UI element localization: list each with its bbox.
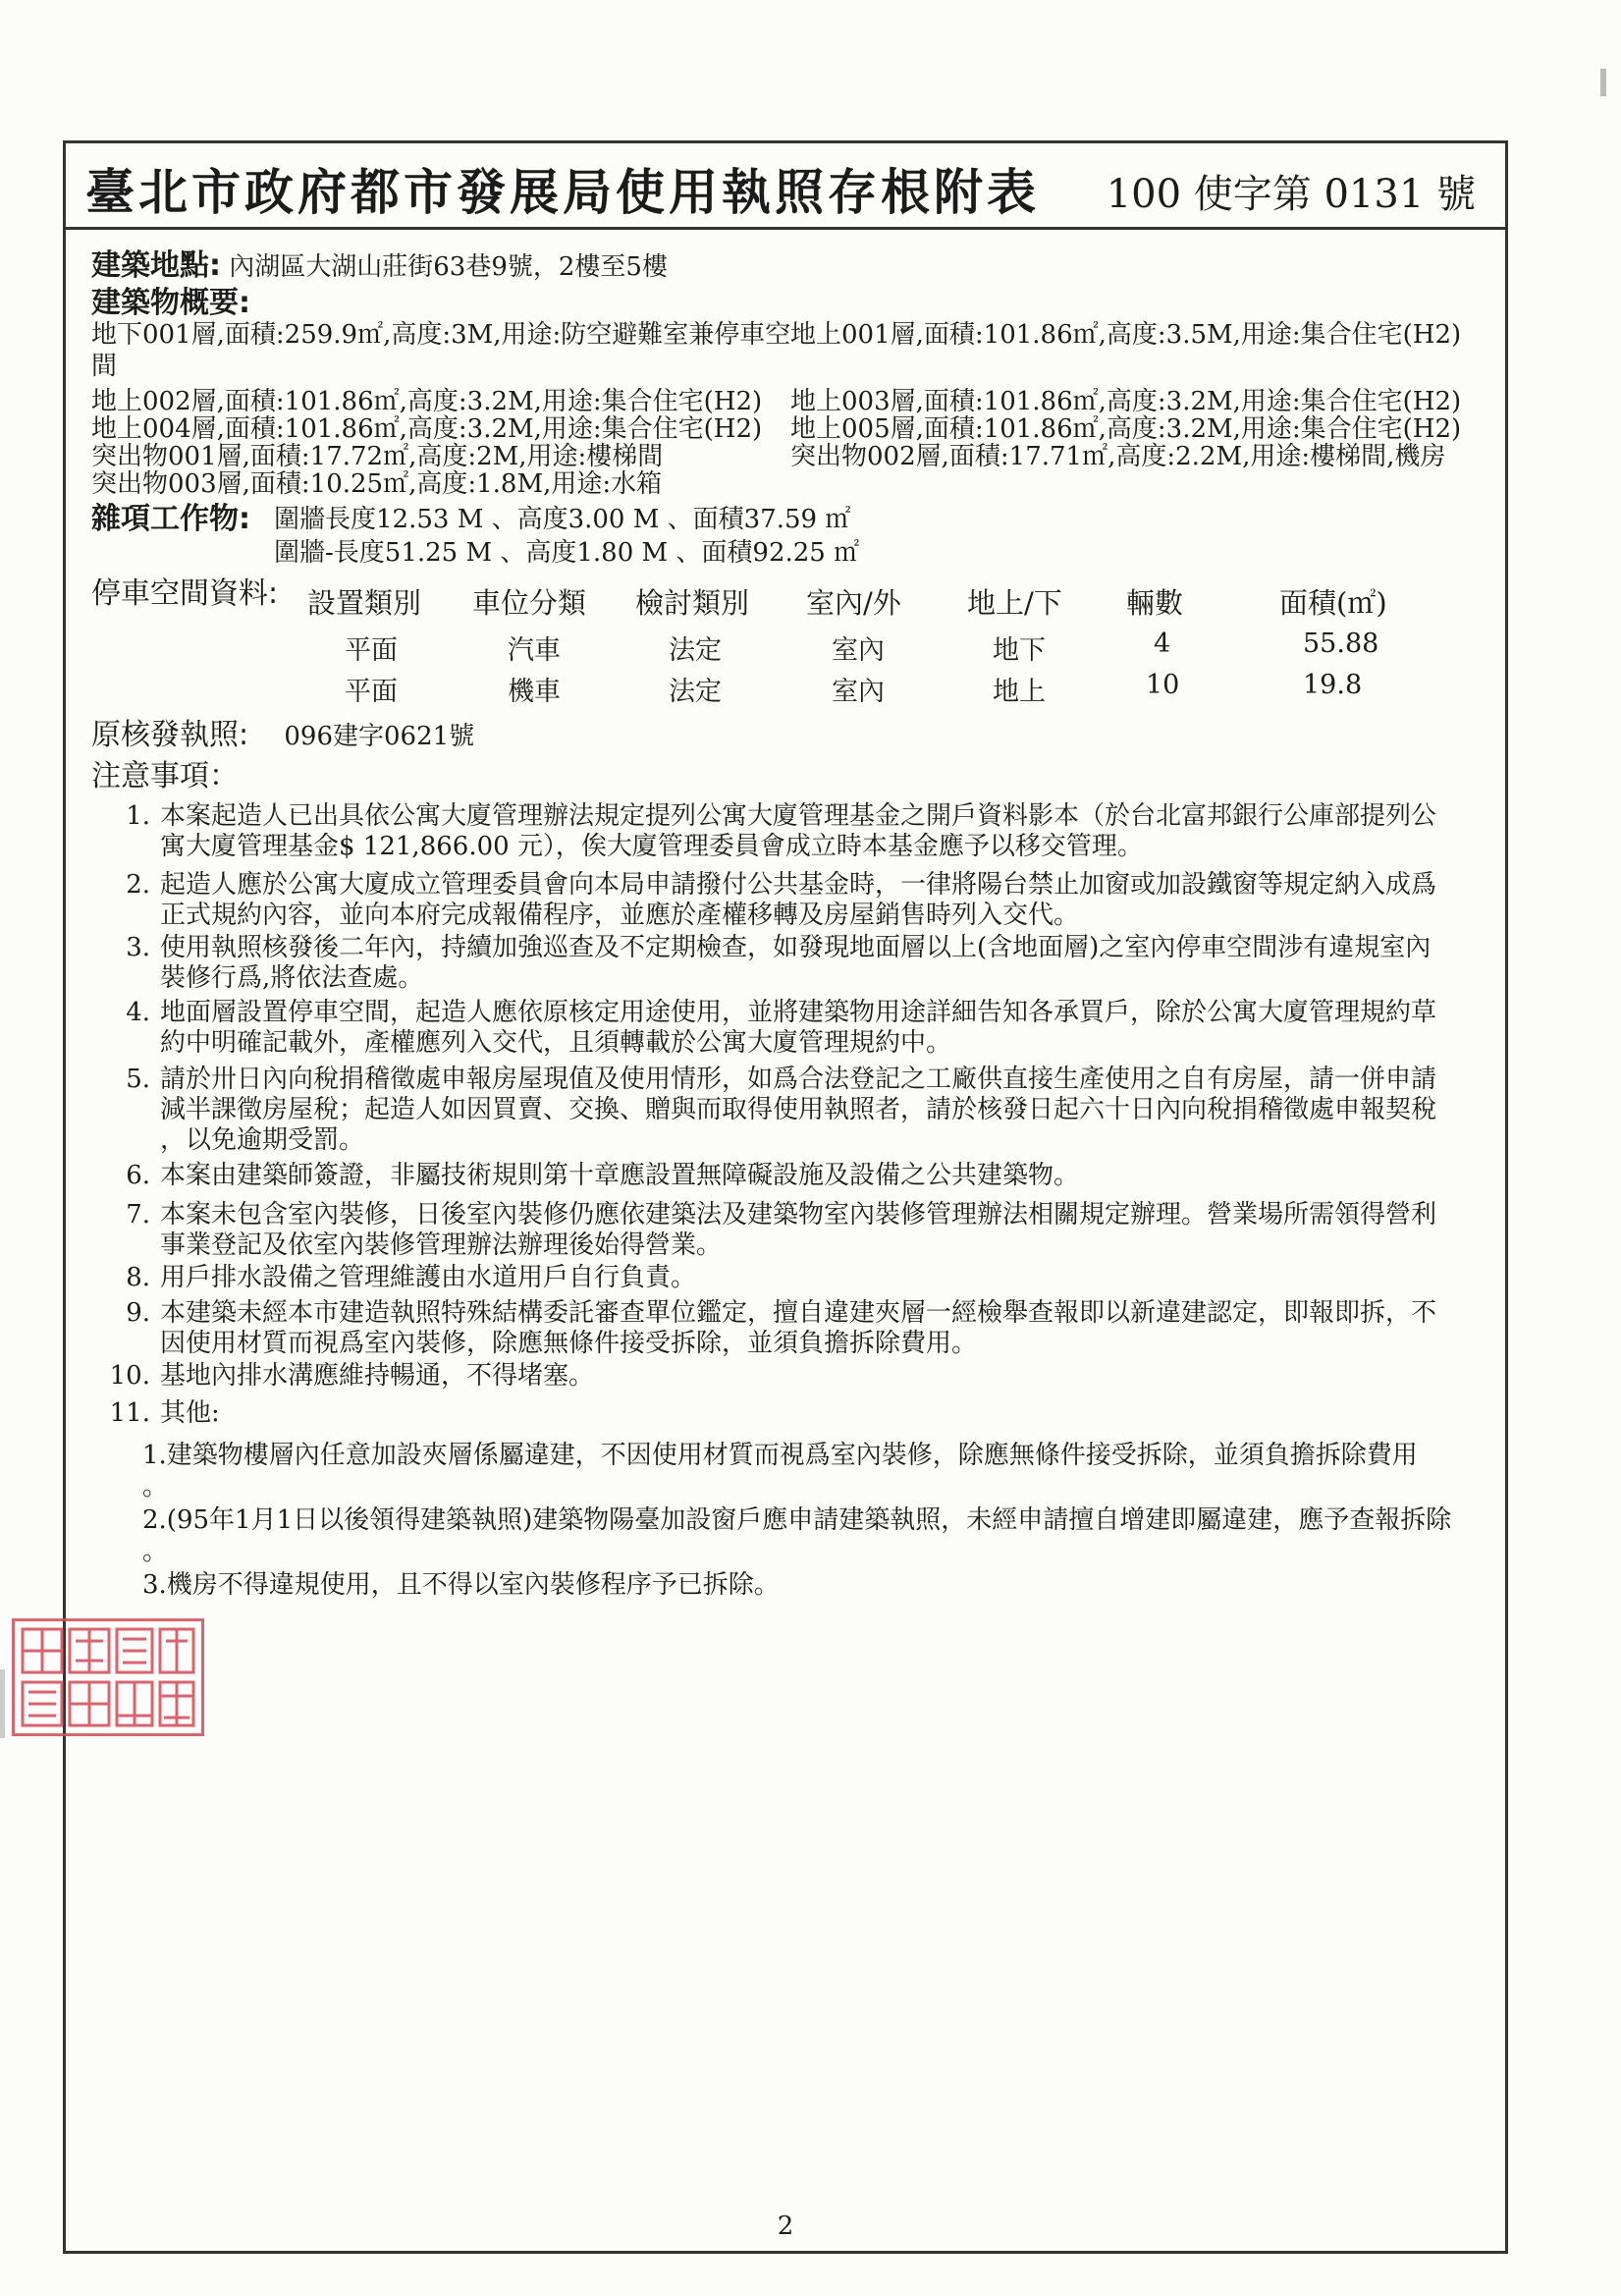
original-permit-row [91, 718, 475, 752]
parking-cell: 地下 [993, 635, 1046, 666]
site-label: 建築地點: [91, 248, 221, 283]
original-permit-value: 096建字0621號 [284, 722, 475, 751]
note-text: 基地內排水溝應維持暢通，不得堵塞。 [160, 1361, 595, 1391]
note-text: 地面層設置停車空間，起造人應依原核定用途使用，並將建築物用途詳細告知各承買戶，除於公寓大廈管理規約草 約中明確記載外，產權應列入交代，且須轉載於公寓大廈管理規約中。 [160, 998, 1437, 1058]
scan-mark [0, 1669, 5, 1738]
parking-header-cell: 面積(㎡) [1279, 586, 1387, 620]
note-number: 1. [126, 801, 150, 831]
note-number: 3. [126, 933, 150, 962]
note-number: 10. [109, 1361, 150, 1391]
form-frame [63, 140, 1508, 2254]
note-text: 本案起造人已出具依公寓大廈管理辦法規定提列公寓大廈管理基金之開戶資料影本（於台北富邦銀行公庫部提列公 寓大廈管理基金$ 121,866.00 元），俟大廈管理委員會成立時本基金應予以移交管理。 [160, 801, 1437, 861]
parking-cell: 19.8 [1303, 670, 1363, 700]
note-text: 其他: [160, 1398, 220, 1428]
form-title: 臺北市政府都市發展局使用執照存根附表 [85, 163, 1040, 221]
parking-cell: 汽車 [508, 635, 561, 666]
parking-cell: 10 [1146, 670, 1180, 700]
note-text: 請於卅日內向稅捐稽徵處申報房屋現值及使用情形，如爲合法登記之工廠供直接生產使用之自有房屋，請一併申請 減半課徵房屋稅；起造人如因買賣、交換、贈與而取得使用執照者，請於核發日起六十日內向稅捐稽徵處申報契稅 ，以免逾期受罰。 [160, 1065, 1437, 1155]
note-text: 起造人應於公寓大廈成立管理委員會向本局申請撥付公共基金時，一律將陽台禁止加窗或加設鐵窗等規定納入成爲 正式規約內容，並向本府完成報備程序，並應於產權移轉及房屋銷售時列入交代。 [160, 870, 1437, 930]
misc-label: 雜項工作物: [91, 502, 250, 536]
parking-cell: 法定 [669, 635, 722, 666]
site-row [91, 248, 668, 283]
note-11-sub-3: 3.機房不得違規使用，且不得以室內裝修程序予已拆除。 [142, 1570, 780, 1600]
parking-cell: 機車 [508, 677, 561, 707]
parking-cell: 4 [1154, 629, 1171, 659]
note-number: 8. [126, 1263, 150, 1292]
note-number: 2. [126, 870, 150, 900]
note-text: 本建築未經本市建造執照特殊結構委託審查單位鑑定，擅自違建夾層一經檢舉查報即以新違建認定，即報即拆，不 因使用材質而視爲室內裝修，除應無條件接受拆除，並須負擔拆除費用。 [160, 1298, 1437, 1358]
floor-right-3: 地上005層,面積:101.86㎡,高度:3.2M,用途:集合住宅(H2) [790, 414, 1462, 444]
page-number: 2 [777, 2212, 794, 2241]
parking-cell: 平面 [345, 635, 398, 666]
original-permit-label: 原核發執照: [91, 718, 249, 752]
floor-left-4: 地上004層,面積:101.86㎡,高度:3.2M,用途:集合住宅(H2) [91, 414, 763, 444]
misc-item-2: 圍牆-長度51.25 M 、高度1.80 M 、面積92.25 ㎡ [274, 538, 860, 568]
parking-cell: 地上 [993, 677, 1046, 707]
seal-glyphs [15, 1621, 201, 1733]
floor-left-6: 突出物003層,面積:10.25㎡,高度:1.8M,用途:水箱 [91, 469, 663, 499]
note-text: 本案由建築師簽證，非屬技術規則第十章應設置無障礙設施及設備之公共建築物。 [160, 1161, 1080, 1190]
floor-left-1: 地下001層,面積:259.9㎡,高度:3M,用途:防空避難室兼停車空 [91, 320, 791, 350]
parking-header-cell: 設置類別 [307, 586, 422, 620]
floor-left-3: 地上002層,面積:101.86㎡,高度:3.2M,用途:集合住宅(H2) [91, 387, 763, 416]
form-header [66, 143, 1505, 230]
parking-label: 停車空間資料: [91, 576, 279, 611]
note-number: 5. [126, 1065, 150, 1094]
summary-label: 建築物概要: [91, 286, 250, 320]
scan-mark [1600, 69, 1606, 96]
floor-left-2: 間 [91, 352, 118, 381]
parking-header-cell: 檢討類別 [635, 586, 750, 620]
note-number: 4. [126, 998, 150, 1027]
parking-header-cell: 輛數 [1126, 586, 1184, 620]
note-number: 6. [126, 1161, 150, 1190]
floor-right-1: 地上001層,面積:101.86㎡,高度:3.5M,用途:集合住宅(H2) [790, 320, 1462, 350]
site-value: 內湖區大湖山莊街63巷9號，2樓至5樓 [229, 252, 668, 282]
parking-cell: 平面 [345, 677, 398, 707]
note-11-sub-1: 1.建築物樓層內任意加設夾層係屬違建，不因使用材質而視爲室內裝修，除應無條件接受拆除，並須負擔拆除費用 。 [142, 1441, 1418, 1502]
parking-header-cell: 車位分類 [472, 586, 587, 620]
note-text: 本案未包含室內裝修，日後室內裝修仍應依建築法及建築物室內裝修管理辦法相關規定辦理。營業場所需領得營利 事業登記及依室內裝修管理辦法辦理後始得營業。 [160, 1200, 1437, 1260]
floor-right-4: 突出物002層,面積:17.71㎡,高度:2.2M,用途:樓梯間,機房 [790, 442, 1446, 471]
floor-right-2: 地上003層,面積:101.86㎡,高度:3.2M,用途:集合住宅(H2) [790, 387, 1462, 416]
parking-cell: 法定 [669, 677, 722, 707]
parking-header-cell: 室內/外 [806, 586, 901, 620]
note-text: 用戶排水設備之管理維護由水道用戶自行負責。 [160, 1263, 697, 1292]
notes-label: 注意事項： [91, 759, 239, 793]
official-seal [12, 1618, 204, 1736]
parking-cell: 室內 [832, 677, 885, 707]
parking-header-cell: 地上/下 [967, 586, 1062, 620]
note-number: 9. [126, 1298, 150, 1328]
note-text: 使用執照核發後二年內，持續加強巡查及不定期檢查，如發現地面層以上(含地面層)之室內停車空間涉有違規室內 裝修行爲,將依法查處。 [160, 933, 1432, 993]
parking-cell: 室內 [832, 635, 885, 666]
misc-item-1: 圍牆長度12.53 M 、高度3.00 M 、面積37.59 ㎡ [274, 505, 851, 534]
note-number: 7. [126, 1200, 150, 1230]
parking-cell: 55.88 [1303, 629, 1379, 659]
permit-number: 100 使字第 0131 號 [1106, 172, 1476, 217]
note-11-sub-2: 2.(95年1月1日以後領得建築執照)建築物陽臺加設窗戶應申請建築執照，未經申請擅自增建即屬違建，應予查報拆除 。 [142, 1505, 1452, 1566]
floor-left-5: 突出物001層,面積:17.72㎡,高度:2M,用途:樓梯間 [91, 442, 664, 471]
note-number: 11. [109, 1398, 150, 1428]
